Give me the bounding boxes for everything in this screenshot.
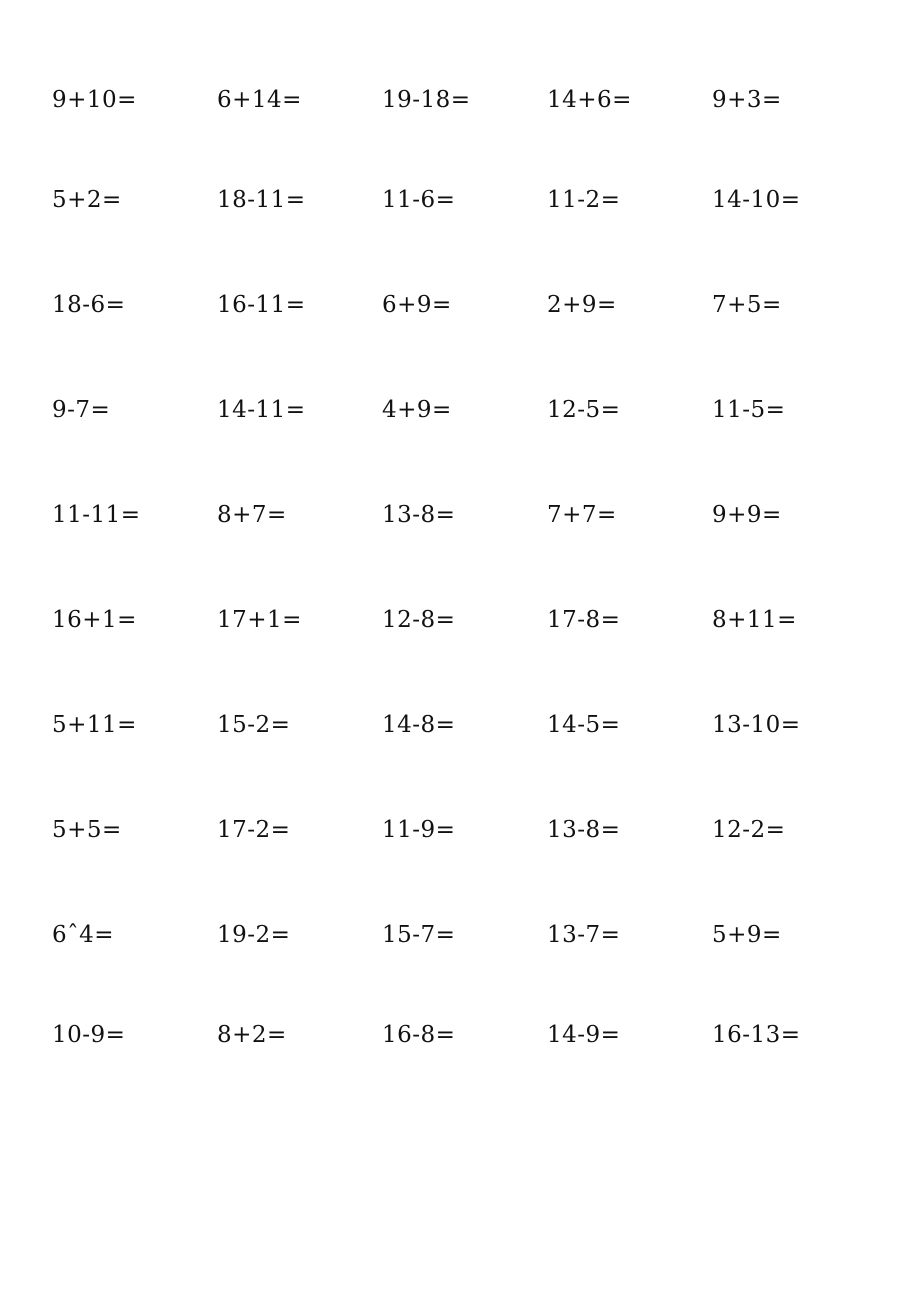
problem: 9-7= xyxy=(52,397,111,423)
problem: 13-10= xyxy=(712,712,801,738)
problem: 10-9= xyxy=(52,1022,126,1048)
problem-row xyxy=(52,84,892,116)
problem: 19-2= xyxy=(217,922,291,948)
problem: 11-2= xyxy=(547,187,621,213)
problem: 11-11= xyxy=(52,502,141,528)
problem: 11-5= xyxy=(712,397,786,423)
problem: 9+10= xyxy=(52,87,137,113)
problem: 15-7= xyxy=(382,922,456,948)
problem: 4+9= xyxy=(382,397,452,423)
problem: 13-8= xyxy=(382,502,456,528)
problem: 18-11= xyxy=(217,187,306,213)
problem: 13-7= xyxy=(547,922,621,948)
problem: 12-8= xyxy=(382,607,456,633)
problem: 14-8= xyxy=(382,712,456,738)
problem-row xyxy=(52,184,892,216)
problem: 12-2= xyxy=(712,817,786,843)
problem-row xyxy=(52,289,892,321)
problem: 8+11= xyxy=(712,607,797,633)
problem-row xyxy=(52,919,892,951)
problem: 14-9= xyxy=(547,1022,621,1048)
problem: 5+5= xyxy=(52,817,122,843)
problem: 17-8= xyxy=(547,607,621,633)
problem: 17-2= xyxy=(217,817,291,843)
problem: 8+7= xyxy=(217,502,287,528)
problem: 18-6= xyxy=(52,292,126,318)
problem: 6+9= xyxy=(382,292,452,318)
problem: 17+1= xyxy=(217,607,302,633)
problem: 16-11= xyxy=(217,292,306,318)
problem: 14-10= xyxy=(712,187,801,213)
problem: 13-8= xyxy=(547,817,621,843)
problem: 15-2= xyxy=(217,712,291,738)
problem-row xyxy=(52,1019,892,1051)
problem: 16-13= xyxy=(712,1022,801,1048)
problem: 9+9= xyxy=(712,502,782,528)
problem: 9+3= xyxy=(712,87,782,113)
problem: 6ˆ4= xyxy=(52,922,115,948)
problem: 2+9= xyxy=(547,292,617,318)
problem-row xyxy=(52,604,892,636)
problem: 16+1= xyxy=(52,607,137,633)
problem: 7+5= xyxy=(712,292,782,318)
problem: 14+6= xyxy=(547,87,632,113)
problem: 11-6= xyxy=(382,187,456,213)
problem: 12-5= xyxy=(547,397,621,423)
problem: 16-8= xyxy=(382,1022,456,1048)
problem: 5+2= xyxy=(52,187,122,213)
problem: 14-5= xyxy=(547,712,621,738)
problem-row xyxy=(52,709,892,741)
problem: 5+9= xyxy=(712,922,782,948)
problem-row xyxy=(52,814,892,846)
problem: 5+11= xyxy=(52,712,137,738)
problem: 11-9= xyxy=(382,817,456,843)
problem: 6+14= xyxy=(217,87,302,113)
problem: 14-11= xyxy=(217,397,306,423)
problem: 8+2= xyxy=(217,1022,287,1048)
problem-row xyxy=(52,394,892,426)
problem: 7+7= xyxy=(547,502,617,528)
problem-row xyxy=(52,499,892,531)
problem: 19-18= xyxy=(382,87,471,113)
